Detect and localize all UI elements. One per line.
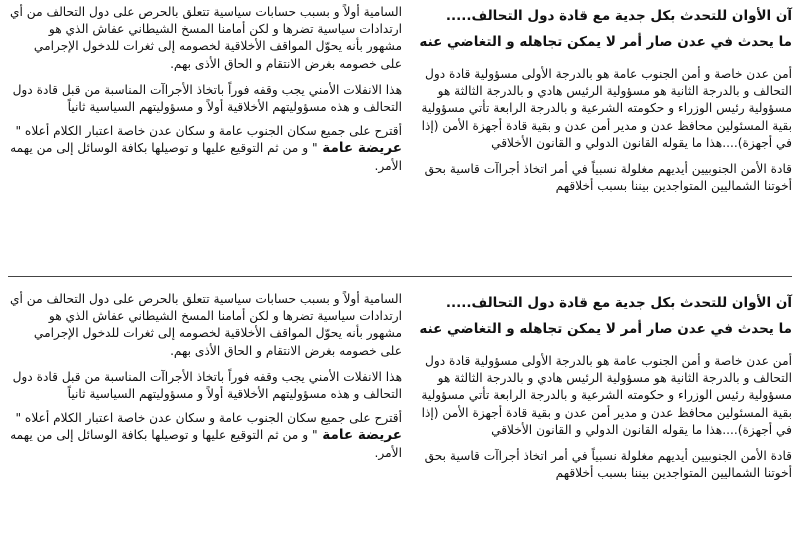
petition-emphasis: عريضة عامة — [317, 140, 402, 157]
article-column-left — [0, 0, 410, 268]
paragraph-petition-proposal — [10, 123, 402, 175]
article-subtitle: ما يحدث في عدن صار أمر لا يمكن تجاهله و التغاضي عنه — [419, 321, 792, 337]
article-column-left — [0, 287, 410, 555]
petition-text-end: " و من ثم التوقيع عليها و توصيلها بكافة الوسائل إلى من يهمه الأمر. — [10, 428, 402, 460]
article-subtitle: ما يحدث في عدن صار أمر لا يمكن تجاهله و التغاضي عنه — [419, 34, 792, 50]
petition-text-end: " و من ثم التوقيع عليها و توصيلها بكافة الوسائل إلى من يهمه الأمر. — [10, 141, 402, 173]
paragraph-responsibility: أمن عدن خاصة و أمن الجنوب عامة هو بالدرجة الأولى مسؤولية قادة دول التحالف و بالدرجة الثانية هو مسؤولية الرئيس هادي و بالدرجة الثالثة هو مسؤولية رئيس الوزراء و حكومته الشرعية و بالدرجة الرابعة تأتي مسؤولية بقية المسئولين محافظ عدن و مدير أمن عدن و بقية قادة أجهزة الأمن (إذا في أجهزة)....هذا ما يقوله القانون الدولي و القانون الأخلاقي — [421, 67, 792, 150]
paragraph-political-calculations: السامية أولاً و بسبب حسابات سياسية تتعلق بالحرص على دول التحالف من أي ارتدادات سياسية تضرها و لكن أمامنا المسخ الشيطاني عفاش الذي هو مشهور بأنه يحوّل المواقف الأخلاقية لخصومه إلى ثغرات للدخول الإجرامي على خصومه بغرض الانتقام و الحاق الأذى بهم. — [10, 292, 402, 358]
article-column-right — [410, 287, 800, 555]
article-column-right — [410, 0, 800, 268]
petition-text-start: أقترح على جميع سكان الجنوب عامة و سكان عدن خاصة اعتبار الكلام أعلاه " — [15, 124, 402, 139]
article-panel-bottom — [0, 287, 800, 555]
article-panel-top — [0, 0, 800, 268]
article-title: آن الأوان للتحدث بكل جدية مع قادة دول التحالف..... — [445, 295, 792, 311]
petition-text-start: أقترح على جميع سكان الجنوب عامة و سكان عدن خاصة اعتبار الكلام أعلاه " — [15, 411, 402, 426]
paragraph-stop-chaos: هذا الانفلات الأمني يجب وقفه فوراً باتخاذ الأجراآت المناسبة من قبل قادة دول التحالف و هذه مسؤوليتهم الأخلاقية أولاً و مسؤوليتهم السياسية ثانياً — [12, 82, 402, 115]
paragraph-responsibility: أمن عدن خاصة و أمن الجنوب عامة هو بالدرجة الأولى مسؤولية قادة دول التحالف و بالدرجة الثانية هو مسؤولية الرئيس هادي و بالدرجة الثالثة هو مسؤولية رئيس الوزراء و حكومته الشرعية و بالدرجة الرابعة تأتي مسؤولية بقية المسئولين محافظ عدن و مدير أمن عدن و بقية قادة أجهزة الأمن (إذا في أجهزة)....هذا ما يقوله القانون الدولي و القانون الأخلاقي — [421, 354, 792, 437]
paragraph-stop-chaos: هذا الانفلات الأمني يجب وقفه فوراً باتخاذ الأجراآت المناسبة من قبل قادة دول التحالف و هذه مسؤوليتهم الأخلاقية أولاً و مسؤوليتهم السياسية ثانياً — [12, 369, 402, 402]
paragraph-petition-proposal — [10, 410, 402, 462]
article-title: آن الأوان للتحدث بكل جدية مع قادة دول التحالف..... — [445, 8, 792, 24]
paragraph-security-leaders: قادة الأمن الجنوبيين أيديهم مغلولة نسبياً في أمر اتخاذ أجراآت قاسية بحق أخوتنا الشماليين المتواجدين بيننا بسبب أخلاقهم — [424, 162, 792, 194]
petition-emphasis: عريضة عامة — [317, 427, 402, 444]
paragraph-security-leaders: قادة الأمن الجنوبيين أيديهم مغلولة نسبياً في أمر اتخاذ أجراآت قاسية بحق أخوتنا الشماليين المتواجدين بيننا بسبب أخلاقهم — [424, 449, 792, 481]
paragraph-political-calculations: السامية أولاً و بسبب حسابات سياسية تتعلق بالحرص على دول التحالف من أي ارتدادات سياسية تضرها و لكن أمامنا المسخ الشيطاني عفاش الذي هو مشهور بأنه يحوّل المواقف الأخلاقية لخصومه إلى ثغرات للدخول الإجرامي على خصومه بغرض الانتقام و الحاق الأذى بهم. — [10, 5, 402, 71]
horizontal-divider — [8, 276, 792, 277]
